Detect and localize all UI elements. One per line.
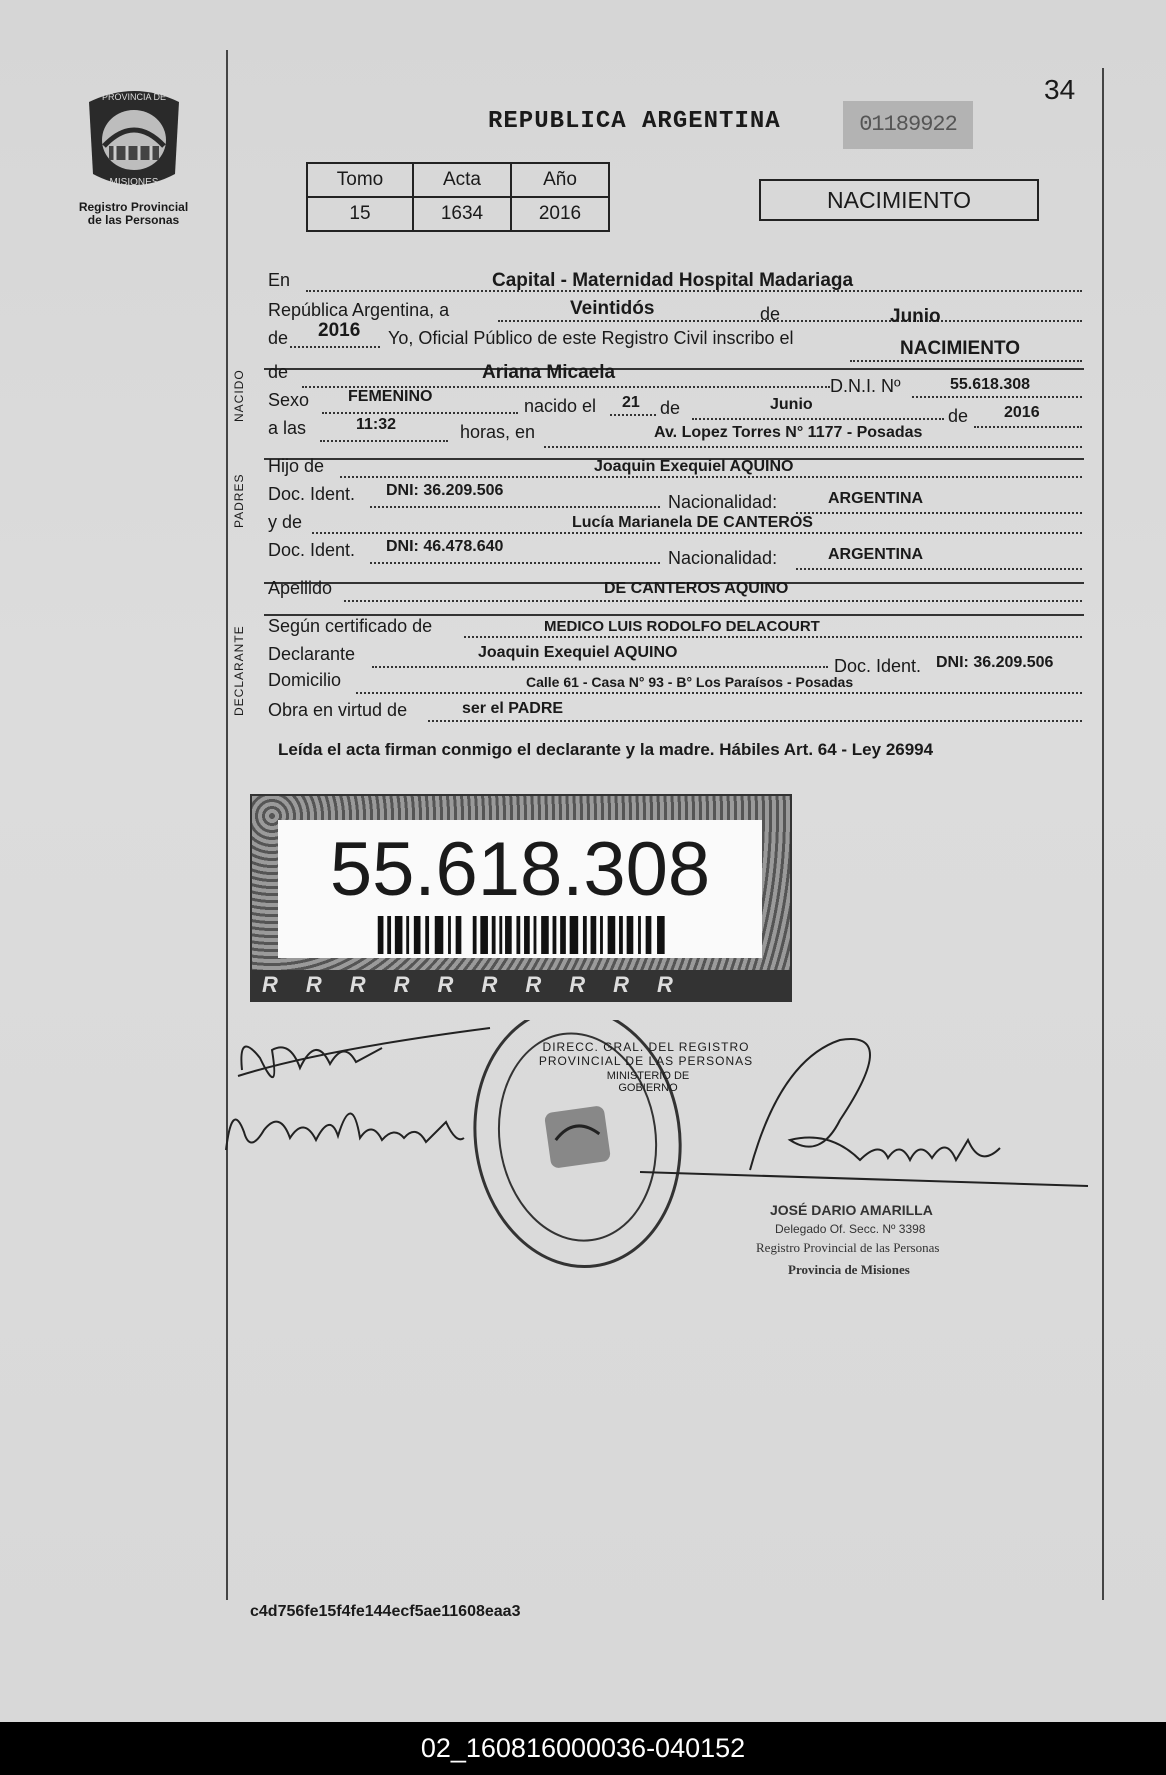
declarante-doc-label: Doc. Ident. [834, 656, 922, 676]
dotted-line [344, 600, 1082, 602]
en-label: En [268, 270, 291, 290]
hours-label: horas, en [460, 422, 536, 442]
dni-sticker-number: 55.618.308 [329, 827, 711, 912]
record-type-box: NACIMIENTO [759, 179, 1039, 221]
dotted-line [312, 532, 1082, 534]
obra-value: ser el PADRE [462, 700, 564, 717]
divider-line [264, 368, 1084, 370]
sex-label: Sexo [268, 390, 310, 410]
sex-value: FEMENINO [348, 388, 433, 405]
official-signature [750, 1039, 1000, 1170]
birth-month-value: Junio [770, 396, 813, 413]
dotted-line [974, 426, 1082, 428]
cert-label: Según certificado de [268, 616, 433, 636]
emblem-bottom-text: MISIONES [109, 177, 158, 188]
mother-signature [226, 1113, 464, 1150]
official-office: Registro Provincial de las Personas [756, 1240, 940, 1255]
mother-nat-label: Nacionalidad: [668, 548, 778, 568]
dotted-line [796, 512, 1082, 514]
file-id-footer: 02_160816000036-040152 [0, 1722, 1166, 1775]
closing-text: Leída el acta firman conmigo el declarante y la madre. Hábiles Art. 64 - Ley 26994 [278, 740, 934, 759]
child-dni-value: 55.618.308 [950, 376, 1031, 393]
register-value-tomo: 15 [307, 197, 413, 231]
page-number: 34 [1044, 74, 1076, 105]
father-name-value: Joaquin Exequiel AQUINO [594, 458, 794, 475]
official-signature-line [640, 1172, 1088, 1186]
dotted-line [796, 568, 1082, 570]
register-value-ano: 2016 [511, 197, 609, 231]
birth-day-value: 21 [622, 394, 640, 411]
declarant-signature [238, 1028, 490, 1077]
day-words-value: Veintidós [570, 298, 655, 319]
section-label-declarante: DECLARANTE [232, 625, 246, 716]
mother-name-value: Lucía Marianela DE CANTEROS [572, 514, 813, 531]
official-name: JOSÉ DARIO AMARILLA [770, 1202, 933, 1218]
official-role: Delegado Of. Secc. Nº 3398 [775, 1222, 926, 1236]
domicilio-value: Calle 61 - Casa N° 93 - B° Los Paraísos - Posadas [526, 674, 854, 690]
dni-sticker-strip: RRRRRRRRRR [252, 970, 790, 1000]
registry-caption [76, 201, 191, 227]
dotted-line [850, 360, 1082, 362]
declarante-doc-value: DNI: 36.209.506 [936, 654, 1054, 671]
registry-caption-line2: de las Personas [87, 213, 180, 227]
obra-label: Obra en virtud de [268, 700, 408, 720]
republica-label: República Argentina, a [268, 300, 450, 320]
place-value: Capital - Maternidad Hospital Madariaga [492, 270, 854, 291]
emblem-top-text: PROVINCIA DE [101, 92, 166, 102]
section-label-nacido: NACIDO [232, 369, 246, 422]
mother-nat-value: ARGENTINA [828, 546, 924, 563]
dotted-line [428, 720, 1082, 722]
birth-de2-label: de [948, 406, 969, 426]
father-nat-label: Nacionalidad: [668, 492, 778, 512]
month-value: Junio [890, 306, 941, 327]
section-label-padres: PADRES [232, 473, 246, 528]
declarante-label: Declarante [268, 644, 356, 664]
dotted-line [544, 446, 1082, 448]
dotted-line [322, 412, 518, 414]
dni-label: D.N.I. Nº [830, 376, 901, 396]
dni-sticker [250, 794, 792, 1002]
dotted-line [692, 418, 944, 420]
year-value: 2016 [318, 320, 361, 341]
domicilio-label: Domicilio [268, 670, 342, 690]
provincial-emblem-icon [79, 84, 189, 196]
stamp-ring-text: DIRECC. GRAL. DEL REGISTRO PROVINCIAL DE LAS PERSONAS [538, 1040, 754, 1068]
register-header-tomo: Tomo [307, 163, 413, 197]
father-nat-value: ARGENTINA [828, 490, 924, 507]
child-name-value: Ariana Micaela [482, 362, 616, 383]
svg-text:PROVINCIA DE [101, 92, 165, 102]
born-label: nacido el [524, 396, 597, 416]
registry-logo [76, 84, 191, 234]
de-label: de [760, 304, 781, 324]
document-title: REPUBLICA ARGENTINA [488, 108, 781, 135]
left-margin-line [226, 50, 228, 1600]
dotted-line [610, 414, 656, 416]
record-value: NACIMIENTO [900, 338, 1020, 359]
dotted-line [372, 666, 828, 668]
dotted-line [340, 476, 1082, 478]
yde-label: y de [268, 512, 303, 532]
father-doc-label: Doc. Ident. [268, 484, 356, 504]
serial-number: 01189922 [843, 101, 973, 149]
dotted-line [290, 346, 380, 348]
barcode-icon [370, 916, 680, 954]
dotted-line [498, 320, 1082, 322]
cert-value: MEDICO LUIS RODOLFO DELACOURT [544, 618, 820, 635]
dotted-line [356, 692, 1082, 694]
birth-time-value: 11:32 [356, 416, 397, 433]
birth-address-value: Av. Lopez Torres N° 1177 - Posadas [654, 424, 923, 441]
dotted-line [464, 636, 1082, 638]
dotted-line [320, 440, 448, 442]
dotted-line [912, 396, 1082, 398]
document-hash: c4d756fe15f4fe144ecf5ae11608eaa3 [250, 1603, 521, 1620]
mother-doc-label: Doc. Ident. [268, 540, 356, 560]
registry-caption-line1: Registro Provincial [78, 200, 189, 214]
register-header-ano: Año [511, 163, 609, 197]
at-label: a las [268, 418, 307, 438]
nacido-de-label: de [268, 362, 289, 382]
register-header-acta: Acta [413, 163, 511, 197]
official-province: Provincia de Misiones [788, 1262, 910, 1277]
declarante-value: Joaquin Exequiel AQUINO [478, 644, 678, 661]
birth-de-label: de [660, 398, 681, 418]
stamp-inner-text: MINISTERIO DE GOBIERNO [606, 1070, 690, 1094]
svg-text:MISIONES [109, 177, 158, 188]
dotted-line [370, 562, 660, 564]
apellido-value: DE CANTEROS AQUINO [604, 580, 789, 597]
father-doc-value: DNI: 36.209.506 [386, 482, 504, 499]
dni-sticker-label [278, 820, 762, 958]
dotted-line [370, 506, 660, 508]
apellido-label: Apellido [268, 578, 333, 598]
officer-text: Yo, Oficial Público de este Registro Civil inscribo el [388, 328, 794, 348]
right-margin-line [1102, 68, 1104, 1600]
mother-doc-value: DNI: 46.478.640 [386, 538, 504, 555]
hijo-label: Hijo de [268, 456, 325, 476]
de-year-label: de [268, 328, 289, 348]
birth-year-value: 2016 [1004, 404, 1040, 421]
register-value-acta: 1634 [413, 197, 511, 231]
register-table [306, 162, 610, 232]
